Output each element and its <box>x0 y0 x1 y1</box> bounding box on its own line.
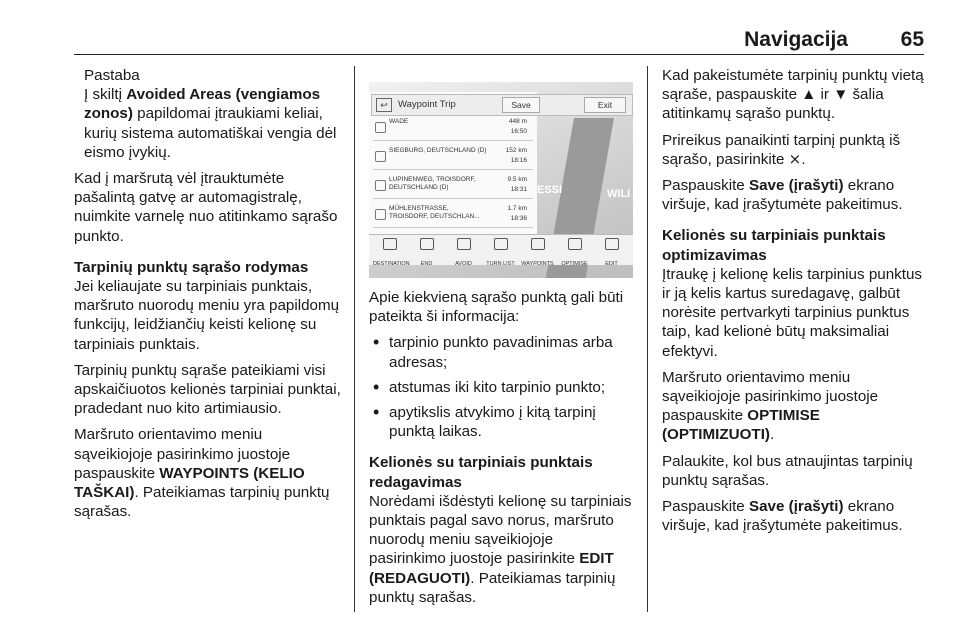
waypoint-icon <box>375 209 386 220</box>
page-header <box>0 0 960 50</box>
toolbar-label: OPTIMISE <box>561 261 588 267</box>
list-item: • atstumas iki kito tarpinio punkto; <box>369 378 633 397</box>
text-part: Maršruto orientavimo meniu sąveikiojoje pasirinkimo juostoje paspauskite <box>74 426 291 482</box>
list-item: • apytikslis atvykimo į kitą tarpinį punktą laikas. <box>369 403 633 441</box>
screen-title: Waypoint Trip <box>398 99 456 110</box>
text-bold: EDIT (REDAGUOTI) <box>369 550 614 587</box>
text-part: Maršruto orientavimo meniu sąveikiojoje pasirinkimo juostoje paspauskite <box>662 368 879 425</box>
text-part: Paspauskite <box>662 177 749 195</box>
waypoint-row[interactable] <box>373 145 533 170</box>
toolbar-label: DESTINATION <box>373 261 410 267</box>
note-title: Pastaba <box>84 67 140 84</box>
paragraph: Įtraukę į kelionę kelis tarpinius punktus ir ją kelis kartus suredagavę, galbūt norėsite pertvarkyti tarpinius punktus taip, kad kelionė būtų maksimaliai efektyvi. <box>662 265 923 360</box>
page-number: 65 <box>900 28 924 51</box>
toolbar-icon <box>383 238 397 250</box>
waypoint-eta: 18:16 <box>510 157 527 164</box>
column-1 <box>74 66 344 528</box>
waypoint-icon <box>375 180 386 191</box>
waypoint-distance: 448 m <box>508 118 527 125</box>
paragraph <box>369 492 633 607</box>
waypoint-eta: 16:50 <box>510 128 527 135</box>
map-label: ESSI <box>537 184 563 196</box>
paragraph <box>662 176 926 214</box>
waypoint-row[interactable] <box>373 116 533 141</box>
toolbar-label: WAYPOINTS <box>521 261 554 267</box>
screen-toolbar <box>369 234 633 265</box>
text-part: Paspauskite <box>662 498 749 516</box>
note-box <box>84 66 344 162</box>
toolbar-button-avoid[interactable] <box>447 235 480 265</box>
waypoint-name: WADE <box>389 118 409 125</box>
waypoint-eta: 18:31 <box>510 186 527 193</box>
back-arrow-icon[interactable]: ↩ <box>376 98 392 112</box>
column-2 <box>369 288 633 614</box>
toolbar-button-destination[interactable] <box>373 235 410 267</box>
waypoint-eta: 18:36 <box>510 215 527 222</box>
toolbar-button-optimise[interactable] <box>558 235 591 265</box>
text-part: ekrano viršuje, kad įrašytumėte pakeitimus. <box>662 177 903 214</box>
waypoint-row[interactable] <box>373 174 533 199</box>
text-bold: Save (įrašyti) <box>748 177 844 195</box>
paragraph <box>662 368 926 445</box>
text-part: . <box>769 426 775 444</box>
paragraph: Jei keliaujate su tarpiniais punktais, maršruto nuorodų meniu yra papildomų funkcijų, leidžiančių keisti kelionę su tarpiniais punktais. <box>74 278 340 353</box>
waypoint-name: LUPINENWEG, TROISDORF, DEUTSCHLAND (D) <box>389 176 476 191</box>
section-title: Navigacija <box>744 28 848 51</box>
bullet-list <box>369 333 633 441</box>
toolbar-label: AVOID <box>455 261 472 267</box>
text-bold: WAYPOINTS (KELIO TAŠKAI) <box>74 464 305 502</box>
column-divider <box>647 66 648 612</box>
section-heading: Kelionės su tarpiniais punktais redagavimas <box>369 454 593 491</box>
waypoint-distance: 9.5 km <box>507 176 527 183</box>
waypoint-distance: 1.7 km <box>507 205 527 212</box>
waypoint-name: SIEGBURG, DEUTSCHLAND (D) <box>389 147 487 154</box>
toolbar-label: EDIT <box>605 261 618 267</box>
paragraph: Prireikus panaikinti tarpinį punktą iš sąrašo, pasirinkite ⨯. <box>662 131 901 168</box>
note-text-part: papildomai įtraukiami keliai, kurių sistema automatiškai vengia dėl eismo įvykių. <box>84 105 337 161</box>
list-item: • tarpinio punkto pavadinimas arba adresas; <box>369 333 633 371</box>
toolbar-icon <box>605 238 619 250</box>
toolbar-button-end[interactable] <box>410 235 443 265</box>
toolbar-label: END <box>420 261 433 267</box>
waypoint-row[interactable] <box>373 203 533 228</box>
column-divider <box>354 66 355 612</box>
waypoint-distance: 152 km <box>505 147 527 154</box>
screen-top-bar <box>371 94 633 116</box>
text-bold: OPTIMISE (OPTIMIZUOTI) <box>662 407 820 444</box>
paragraph: Kad į maršrutą vėl įtrauktumėte pašalintą gatvę ar automagistralę, nuimkite varnelę nuo atitinkamo sąrašo punkto. <box>74 170 338 245</box>
note-text-part: Į skiltį <box>84 86 127 104</box>
text-part: Norėdami išdėstyti kelionę su tarpiniais punktais pagal savo norus, maršruto nuorodų meniu sąveikiojoje pasirinkimo juostoje pasirinkite <box>369 492 632 568</box>
text-part: ekrano viršuje, kad įrašytumėte pakeitimus. <box>662 498 903 535</box>
paragraph: Tarpinių punktų sąraše pateikiami visi apskaičiuotos kelionės tarpiniai punktai, pradedant nuo kito artimiausio. <box>74 361 341 418</box>
text-part: . Pateikiamas tarpinių punktų sąrašas. <box>74 484 330 521</box>
paragraph: Apie kiekvieną sąrašo punktą gali būti pateikta ši informacija: <box>369 289 624 326</box>
header-rule <box>74 54 924 55</box>
exit-button[interactable]: Exit <box>584 97 626 113</box>
waypoint-name: MÜHLENSTRASSE, TROISDORF, DEUTSCHLAN... <box>389 205 480 220</box>
paragraph <box>662 497 926 535</box>
column-3 <box>662 66 926 542</box>
section-heading: Tarpinių punktų sąrašo rodymas <box>74 258 309 276</box>
paragraph: Palaukite, kol bus atnaujintas tarpinių punktų sąrašas. <box>662 452 913 489</box>
navigation-screenshot <box>369 82 633 278</box>
waypoint-icon <box>375 122 386 133</box>
note-text <box>84 85 344 162</box>
text-part: . Pateikiamas tarpinių punktų sąrašas. <box>369 569 616 606</box>
note-text-bold: Avoided Areas (vengiamos zonos) <box>84 86 321 123</box>
section-heading: Kelionės su tarpiniais punktais optimizavimas <box>662 227 886 264</box>
toolbar-icon <box>420 238 434 250</box>
toolbar-button-waypoints[interactable] <box>521 235 554 265</box>
toolbar-button-turn-list[interactable] <box>484 235 517 265</box>
toolbar-button-edit[interactable] <box>595 235 628 265</box>
paragraph: Kad pakeistumėte tarpinių punktų vietą sąraše, paspauskite ▲ ir ▼ šalia atitinkamų sąrašo punktų. <box>662 67 924 123</box>
waypoint-icon <box>375 151 386 162</box>
toolbar-icon <box>531 238 545 250</box>
toolbar-icon <box>457 238 471 250</box>
map-label: WILI <box>607 188 631 200</box>
save-button[interactable]: Save <box>502 97 540 113</box>
toolbar-label: TURN LIST <box>486 261 515 267</box>
toolbar-icon <box>568 238 582 250</box>
paragraph <box>74 425 344 521</box>
toolbar-icon <box>494 238 508 250</box>
text-bold: Save (įrašyti) <box>748 498 844 516</box>
